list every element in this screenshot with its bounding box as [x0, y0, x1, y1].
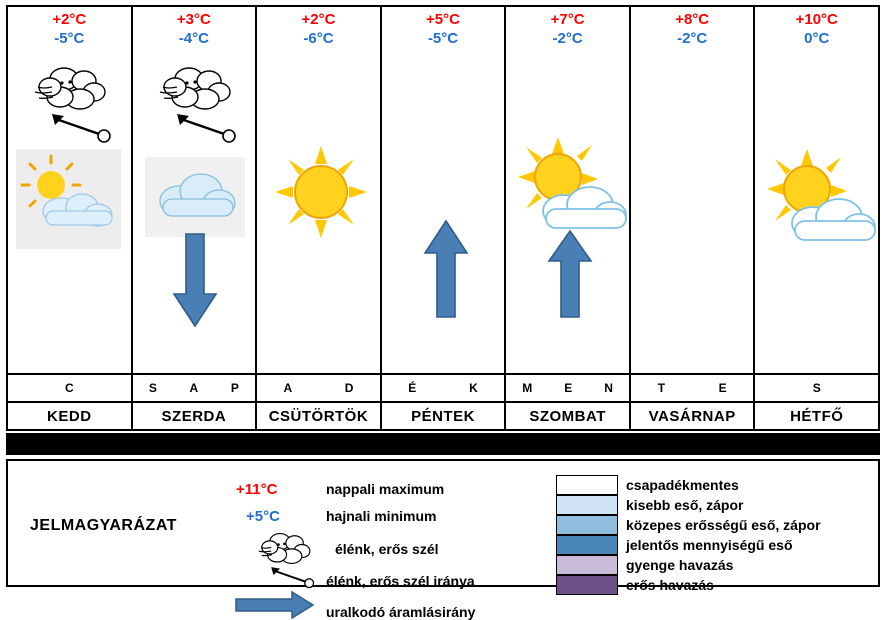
letter: T — [657, 381, 666, 395]
forecast-day-column — [382, 7, 507, 373]
precip-label: kisebb eső, zápor — [626, 497, 744, 513]
temperature-block — [382, 7, 505, 49]
letter: K — [469, 381, 478, 395]
legend-item-label: nappali maximum — [326, 481, 445, 497]
wind-icon — [22, 59, 117, 144]
letter: É — [408, 381, 417, 395]
letter-cell — [506, 375, 631, 401]
legend-item-label: hajnali minimum — [326, 508, 437, 524]
flow-arrow-up-icon — [546, 229, 594, 319]
letter-cell — [8, 375, 133, 401]
forecast-day-column — [257, 7, 382, 373]
precip-swatch — [556, 535, 618, 555]
min-temperature: -4°C — [178, 29, 209, 47]
forecast-table — [6, 5, 880, 375]
temperature-block — [631, 7, 754, 49]
temperature-block — [257, 7, 380, 49]
forecast-day-column — [631, 7, 756, 373]
forecast-day-column — [8, 7, 133, 373]
max-temperature: +5°C — [426, 11, 460, 28]
precip-label: erős havazás — [626, 577, 714, 593]
letter: E — [564, 381, 573, 395]
legend-min-sample: +5°C — [246, 508, 280, 525]
letter: S — [148, 381, 157, 395]
letter: A — [283, 381, 293, 395]
letter: C — [64, 381, 74, 395]
black-divider-bar — [6, 433, 880, 455]
precip-label: csapadékmentes — [626, 477, 739, 493]
precip-label: közepes erősségű eső, zápor — [626, 517, 821, 533]
max-temperature: +2°C — [52, 11, 87, 28]
forecast-day-column — [133, 7, 258, 373]
max-temperature: +7°C — [550, 11, 585, 28]
day-name: CSÜTÖRTÖK — [257, 403, 382, 429]
min-temperature: -2°C — [552, 29, 583, 47]
day-name: SZERDA — [133, 403, 258, 429]
day-names-row — [6, 401, 880, 431]
precip-label: gyenge havazás — [626, 557, 734, 573]
letter: E — [718, 381, 727, 395]
cloud-icon — [145, 157, 245, 237]
sun-behind-cloud-icon — [761, 149, 877, 254]
sun-behind-cloud-icon — [512, 137, 628, 242]
min-temperature: -6°C — [303, 29, 334, 47]
day-name: KEDD — [8, 403, 133, 429]
weather-icons — [257, 49, 380, 374]
precip-swatch — [556, 555, 618, 575]
forecast-day-column — [755, 7, 878, 373]
letter: D — [344, 381, 354, 395]
legend-item-label: uralkodó áramlásirány — [326, 604, 476, 620]
max-temperature: +3°C — [176, 11, 211, 28]
legend-item-label: élénk, erős szél — [335, 541, 439, 557]
temperature-block — [755, 7, 878, 49]
precip-swatch — [556, 575, 618, 595]
letter-cell — [631, 375, 756, 401]
max-temperature: +2°C — [301, 11, 336, 28]
day-name: PÉNTEK — [382, 403, 507, 429]
flow-arrow-down-icon — [171, 234, 219, 329]
weather-icons — [506, 49, 629, 374]
precip-swatch — [556, 495, 618, 515]
day-name: HÉTFŐ — [790, 407, 844, 425]
weather-icons — [8, 49, 131, 374]
legend-item-label: élénk, erős szél iránya — [326, 573, 475, 589]
letter-cell — [133, 375, 258, 401]
precip-swatch — [556, 515, 618, 535]
sun-icon — [273, 144, 369, 240]
letter: N — [604, 381, 613, 395]
day-name: VASÁRNAP — [631, 403, 756, 429]
temperature-block — [133, 7, 256, 49]
letter-cell — [382, 375, 507, 401]
letter: S — [812, 381, 821, 395]
temperature-block — [8, 7, 131, 49]
min-temperature: -2°C — [677, 29, 708, 47]
precip-label: jelentős mennyiségű eső — [626, 537, 793, 553]
wind-icon — [244, 527, 324, 589]
weather-icons — [755, 49, 878, 374]
csapadekmentes-letter-row — [6, 375, 880, 401]
precipitation-swatches — [556, 475, 618, 595]
flow-arrow-right-icon — [236, 591, 314, 619]
letter-cell — [257, 375, 382, 401]
letter: P — [230, 381, 239, 395]
precip-swatch — [556, 475, 618, 495]
wind-icon — [147, 59, 242, 144]
letter-cell — [755, 375, 878, 401]
min-temperature: -5°C — [54, 29, 85, 47]
legend-title: JELMAGYARÁZAT — [30, 517, 177, 534]
day-name: SZOMBAT — [506, 403, 631, 429]
letter: A — [189, 381, 199, 395]
weather-icons — [382, 49, 505, 374]
legend-max-sample: +11°C — [236, 481, 278, 498]
legend-panel — [6, 459, 880, 620]
min-temperature: 0°C — [804, 29, 830, 47]
max-temperature: +10°C — [795, 11, 838, 28]
max-temperature: +8°C — [675, 11, 710, 28]
min-temperature: -5°C — [427, 29, 459, 47]
letter: M — [522, 381, 533, 395]
weather-icons — [133, 49, 256, 374]
temperature-block — [506, 7, 629, 49]
flow-arrow-up-icon — [422, 219, 470, 319]
weather-icons — [631, 49, 754, 374]
forecast-day-column — [506, 7, 631, 373]
sun-behind-cloud-precip-icon — [16, 149, 121, 249]
